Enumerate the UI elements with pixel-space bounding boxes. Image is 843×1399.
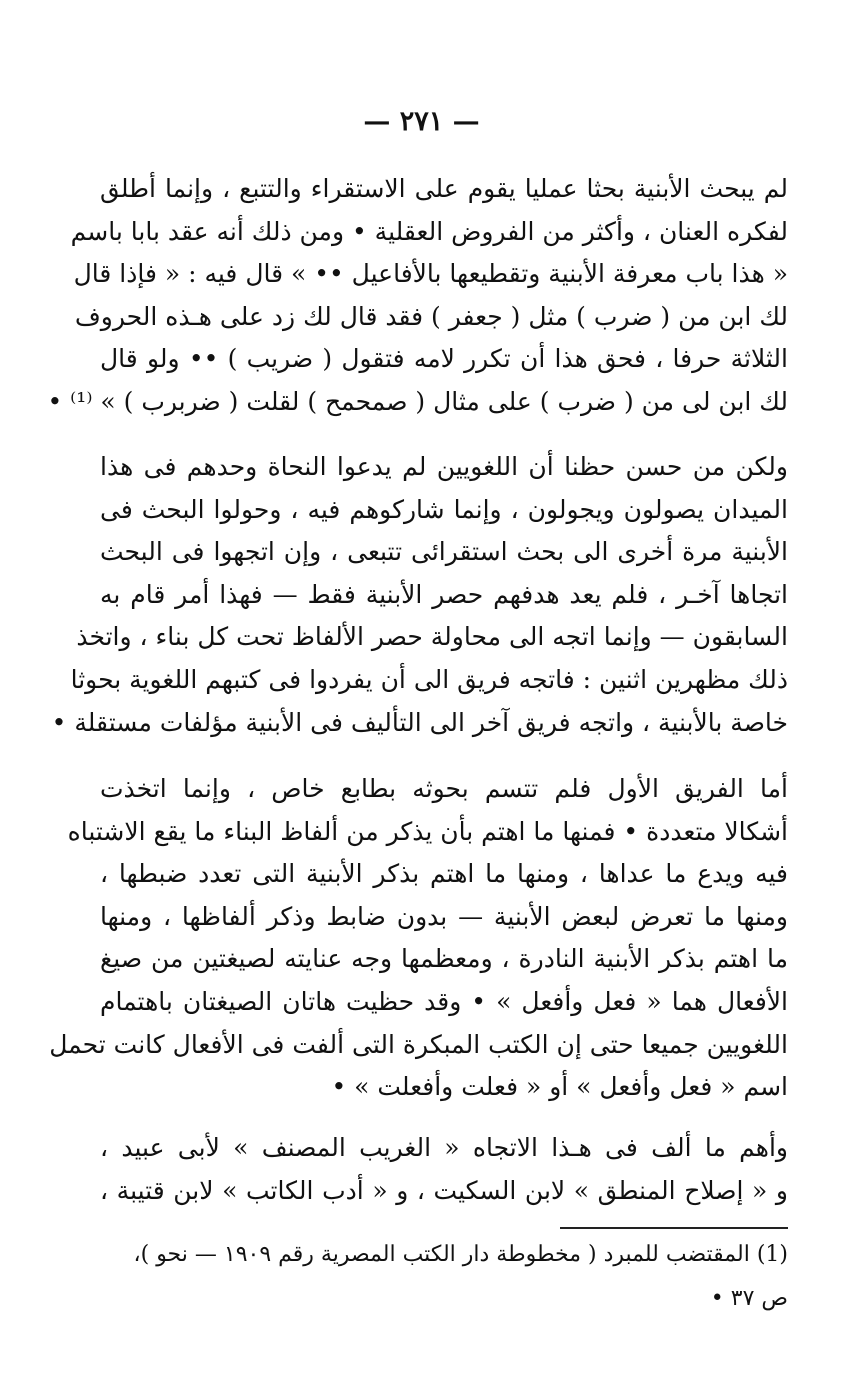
text-line: ذلك مظهرين اثنين : فاتجه فريق الى أن يفردوا فى كتبهم اللغوية بحوثا <box>70 664 788 694</box>
text-line: الثلاثة حرفا ، فحق هذا أن تكرر لامه فتقول ( ضريب ) •• ولو قال <box>100 344 788 374</box>
page-number: — ٢٧١ — <box>363 106 480 137</box>
paragraph-3 <box>49 768 788 1109</box>
paragraph-4 <box>100 1127 788 1212</box>
text-line: أشكالا متعددة • فمنها ما اهتم بأن يذكر من ألفاظ البناء ما يقع الاشتباه <box>67 816 788 846</box>
text-line: خاصة بالأبنية ، واتجه فريق آخر الى التأليف فى الأبنية مؤلفات مستقلة • <box>51 707 788 737</box>
text-line: اتجاها آخـر ، فلم يعد هدفهم حصر الأبنية فقط — فهذا أمر قام به <box>100 579 788 609</box>
text-line: وأهم ما ألف فى هـذا الاتجاه « الغريب المصنف » لأبى عبيد ، <box>100 1133 788 1162</box>
text-line: اللغويين جميعا حتى إن الكتب المبكرة التى ألفت فى الأفعال كانت تحمل <box>49 1029 788 1059</box>
text-line: لم يبحث الأبنية بحثا عمليا يقوم على الاستقراء والتتبع ، وإنما أطلق <box>100 174 788 203</box>
text-line: ما اهتم بذكر الأبنية النادرة ، ومعظمها وجه عنايته لصيغتين من صيغ <box>100 944 788 974</box>
paragraph-1 <box>47 168 788 424</box>
footnote <box>100 1233 788 1321</box>
footnote-line: ص ٣٧ • <box>710 1286 788 1311</box>
text-line: السابقون — وإنما اتجه الى محاولة حصر الألفاظ تحت كل بناء ، واتخذ <box>76 622 788 652</box>
text-line: ومنها ما تعرض لبعض الأبنية — بدون ضابط وذكر ألفاظها ، ومنها <box>100 901 788 931</box>
footnote-line: (1) المقتضب للمبرد ( مخطوطة دار الكتب المصرية رقم ١٩٠٩ — نحو )، <box>133 1242 788 1267</box>
text-line: الأفعال هما « فعل وأفعل » • وقد حظيت هاتان الصيغتان باهتمام <box>100 986 788 1016</box>
text-line: لك ابن من ( ضرب ) مثل ( جعفر ) فقد قال لك زد على هـذه الحروف <box>74 301 788 331</box>
text-line: فيه ويدع ما عداها ، ومنها ما اهتم بذكر الأبنية التى تعدد ضبطها ، <box>100 859 788 889</box>
text-line: الميدان يصولون ويجولون ، وإنما شاركوهم فيه ، وحولوا البحث فى <box>100 494 788 524</box>
text-line: ولكن من حسن حظنا أن اللغويين لم يدعوا النحاة وحدهم فى هذا <box>100 452 788 481</box>
text-line: لفكره العنان ، وأكثر من الفروض العقلية • ومن ذلك أنه عقد بابا باسم <box>70 216 788 246</box>
text-line: الأبنية مرة أخرى الى بحث استقرائى تتبعى ، وإن اتجهوا فى البحث <box>100 537 788 567</box>
text-line: أما الفريق الأول فلم تتسم بحوثه بطابع خاص ، وإنما اتخذت <box>100 774 788 803</box>
footnote-divider <box>560 1227 788 1229</box>
text-line: اسم « فعل وأفعل » أو « فعلت وأفعلت » • <box>331 1072 788 1102</box>
text-line: « هذا باب معرفة الأبنية وتقطيعها بالأفاعيل •• » قال فيه : « فإذا قال <box>73 259 788 289</box>
text-line: و « إصلاح المنطق » لابن السكيت ، و « أدب الكاتب » لابن قتيبة ، <box>100 1175 788 1205</box>
text-line: لك ابن لى من ( ضرب ) على مثال ( صمحمح ) لقلت ( ضربرب ) » ⁽¹⁾ • <box>47 386 788 416</box>
paragraph-2 <box>51 446 788 744</box>
